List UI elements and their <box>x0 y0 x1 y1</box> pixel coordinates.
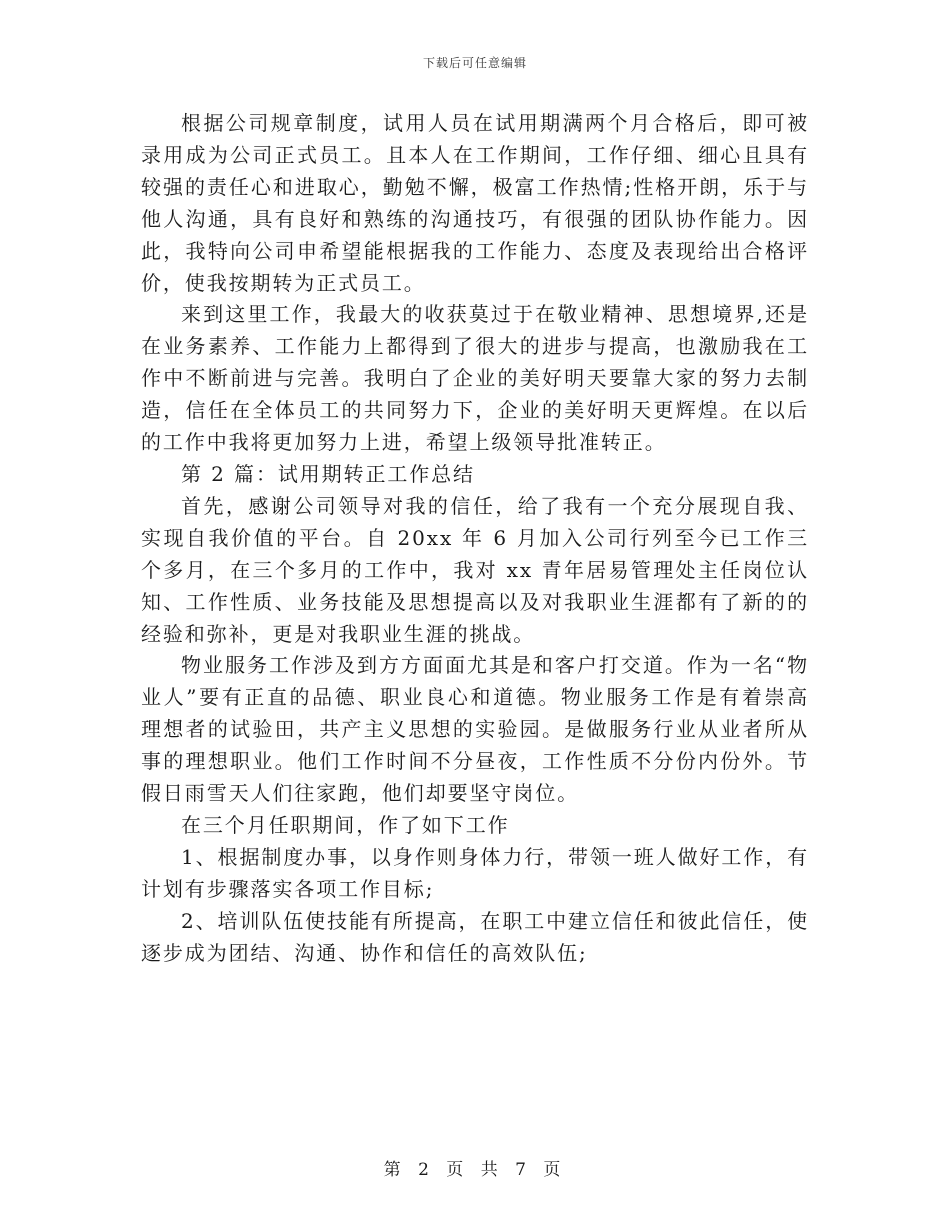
section-paragraph: 首先，感谢公司领导对我的信任，给了我有一个充分展现自我、实现自我价值的平台。自 20xx 年 6 月加入公司行列至今已工作三个多月，在三个多月的工作中，我对 xx 青年居易管理处主任岗位认知、工作性质、业务技能及思想提高以及对我职业生涯都有了新的的经验和弥补，更是对我职业生涯的挑战。 <box>141 493 809 646</box>
section-heading: 第 2 篇：试用期转正工作总结 <box>181 461 475 486</box>
body-paragraph: 来到这里工作，我最大的收获莫过于在敬业精神、思想境界,还是在业务素养、工作能力上都得到了很大的进步与提高，也激励我在工作中不断前进与完善。我明白了企业的美好明天要靠大家的努力去制造，信任在全体员工的共同努力下，企业的美好明天更辉煌。在以后的工作中我将更加努力上进，希望上级领导批准转正。 <box>141 302 809 455</box>
document-body <box>141 108 809 969</box>
body-paragraph: 根据公司规章制度，试用人员在试用期满两个月合格后，即可被录用成为公司正式员工。且本人在工作期间，工作仔细、细心且具有较强的责任心和进取心，勤勉不懈，极富工作热情;性格开朗，乐于与他人沟通，具有良好和熟练的沟通技巧，有很强的团队协作能力。因此，我特向公司申希望能根据我的工作能力、态度及表现给出合格评价，使我按期转为正式员工。 <box>141 111 809 295</box>
header-note: 下载后可任意编辑 <box>422 56 527 70</box>
list-item: 2、培训队伍使技能有所提高，在职工中建立信任和彼此信任，使逐步成为团结、沟通、协作和信任的高效队伍; <box>141 908 809 965</box>
section-paragraph: 物业服务工作涉及到方方面面尤其是和客户打交道。作为一名“物业人”要有正直的品德、职业良心和道德。物业服务工作是有着崇高理想者的试验田，共产主义思想的实验园。是做服务行业从业者所从事的理想职业。他们工作时间不分昼夜，工作性质不分份内份外。节假日雨雪天人们往家跑，他们却要坚守岗位。 <box>141 653 809 806</box>
section-paragraph: 在三个月任职期间，作了如下工作 <box>181 812 510 837</box>
list-item: 1、根据制度办事，以身作则身体力行，带领一班人做好工作，有计划有步骤落实各项工作目标; <box>141 844 809 901</box>
page-number-footer: 第 2 页 共 7 页 <box>383 1160 567 1180</box>
